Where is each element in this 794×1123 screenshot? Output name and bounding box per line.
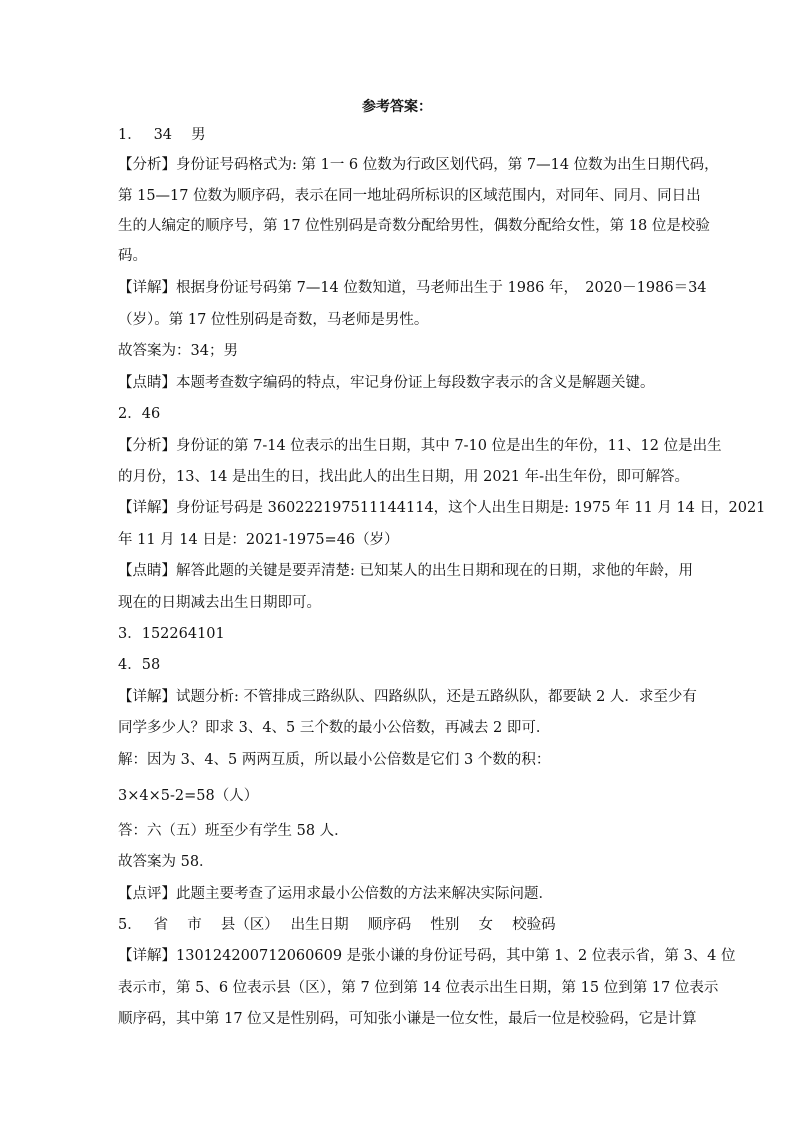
answer-5-header: 5． 省 市 县（区） 出生日期 顺序码 性别 女 校验码 [118, 917, 556, 933]
answer-2-analysis-line: 【分析】身份证的第 7-14 位表示的出生日期，其中 7-10 位是出生的年份，11、12 位是出生 [118, 438, 722, 454]
answer-5-detail-line: 表示市，第 5、6 位表示县（区），第 7 位到第 14 位表示出生日期，第 15 位到第 17 位表示 [118, 980, 719, 996]
answer-1-analysis-line: 【分析】身份证号码格式为: 第 1一 6 位数为行政区划代码，第 7—14 位数为出生日期代码， [118, 157, 719, 173]
answer-2-detail-line: 年 11 月 14 日是：2021-1975=46（岁） [118, 532, 399, 548]
answer-1-detail-line: 【详解】根据身份证号码第 7—14 位数知道，马老师出生于 1986 年， 2020－1986＝34 [118, 280, 707, 296]
answer-1-header: 1． 34 男 [118, 127, 206, 143]
answer-3-header: 3．152264101 [118, 626, 225, 642]
answer-4-comment: 【点评】此题主要考查了运用求最小公倍数的方法来解决实际问题． [118, 886, 553, 902]
answer-1-comment: 【点睛】本题考查数字编码的特点，牢记身份证上每段数字表示的含义是解题关键。 [118, 375, 655, 391]
answer-4-conclusion: 答：六（五）班至少有学生 58 人． [118, 823, 349, 839]
answer-2-comment-line: 【点睛】解答此题的关键是要弄清楚: 已知某人的出生日期和现在的日期，求他的年龄，用 [118, 563, 693, 579]
answer-4-result: 故答案为 58． [118, 854, 214, 870]
answer-1-result: 故答案为：34；男 [118, 343, 238, 359]
answer-5-detail-line: 【详解】130124200712060609 是张小谦的身份证号码，其中第 1、2 位表示省，第 3、4 位 [118, 948, 736, 964]
answer-1-analysis-line: 第 15—17 位数为顺序码，表示在同一地址码所标识的区域范围内，对同年、同月、同日出 [118, 188, 701, 204]
answer-2-analysis-line: 的月份，13、14 是出生的日，找出此人的出生日期，用 2021 年-出生年份，即可解答。 [118, 469, 690, 485]
answer-4-detail-line: 【详解】试题分析: 不管排成三路纵队、四路纵队，还是五路纵队，都要缺 2 人．求至少有 [118, 689, 697, 705]
answer-5-detail-line: 顺序码，其中第 17 位又是性别码，可知张小谦是一位女性，最后一位是校验码，它是计算 [118, 1011, 697, 1027]
answer-2-header: 2．46 [118, 406, 161, 422]
answer-2-detail-line: 【详解】身份证号码是 360222197511144114，这个人出生日期是: 1975 年 11 月 14 日，2021 [118, 500, 766, 516]
answer-1-analysis-line: 生的人编定的顺序号，第 17 位性别码是奇数分配给男性，偶数分配给女性，第 18 位是校验 [118, 218, 710, 234]
answer-4-detail-line: 同学多少人？即求 3、4、5 三个数的最小公倍数，再减去 2 即可． [118, 720, 551, 736]
answer-4-solution-line: 解：因为 3、4、5 两两互质，所以最小公倍数是它们 3 个数的积： [118, 752, 551, 768]
answer-4-formula: 3×4×5-2=58（人） [118, 788, 259, 804]
answer-4-header: 4．58 [118, 657, 161, 673]
answer-1-detail-line: （岁）。第 17 位性别码是奇数，马老师是男性。 [118, 312, 429, 328]
answer-2-comment-line: 现在的日期减去出生日期即可。 [118, 595, 321, 611]
answer-1-analysis-line: 码。 [118, 248, 147, 264]
page-title: 参考答案： [362, 99, 432, 115]
